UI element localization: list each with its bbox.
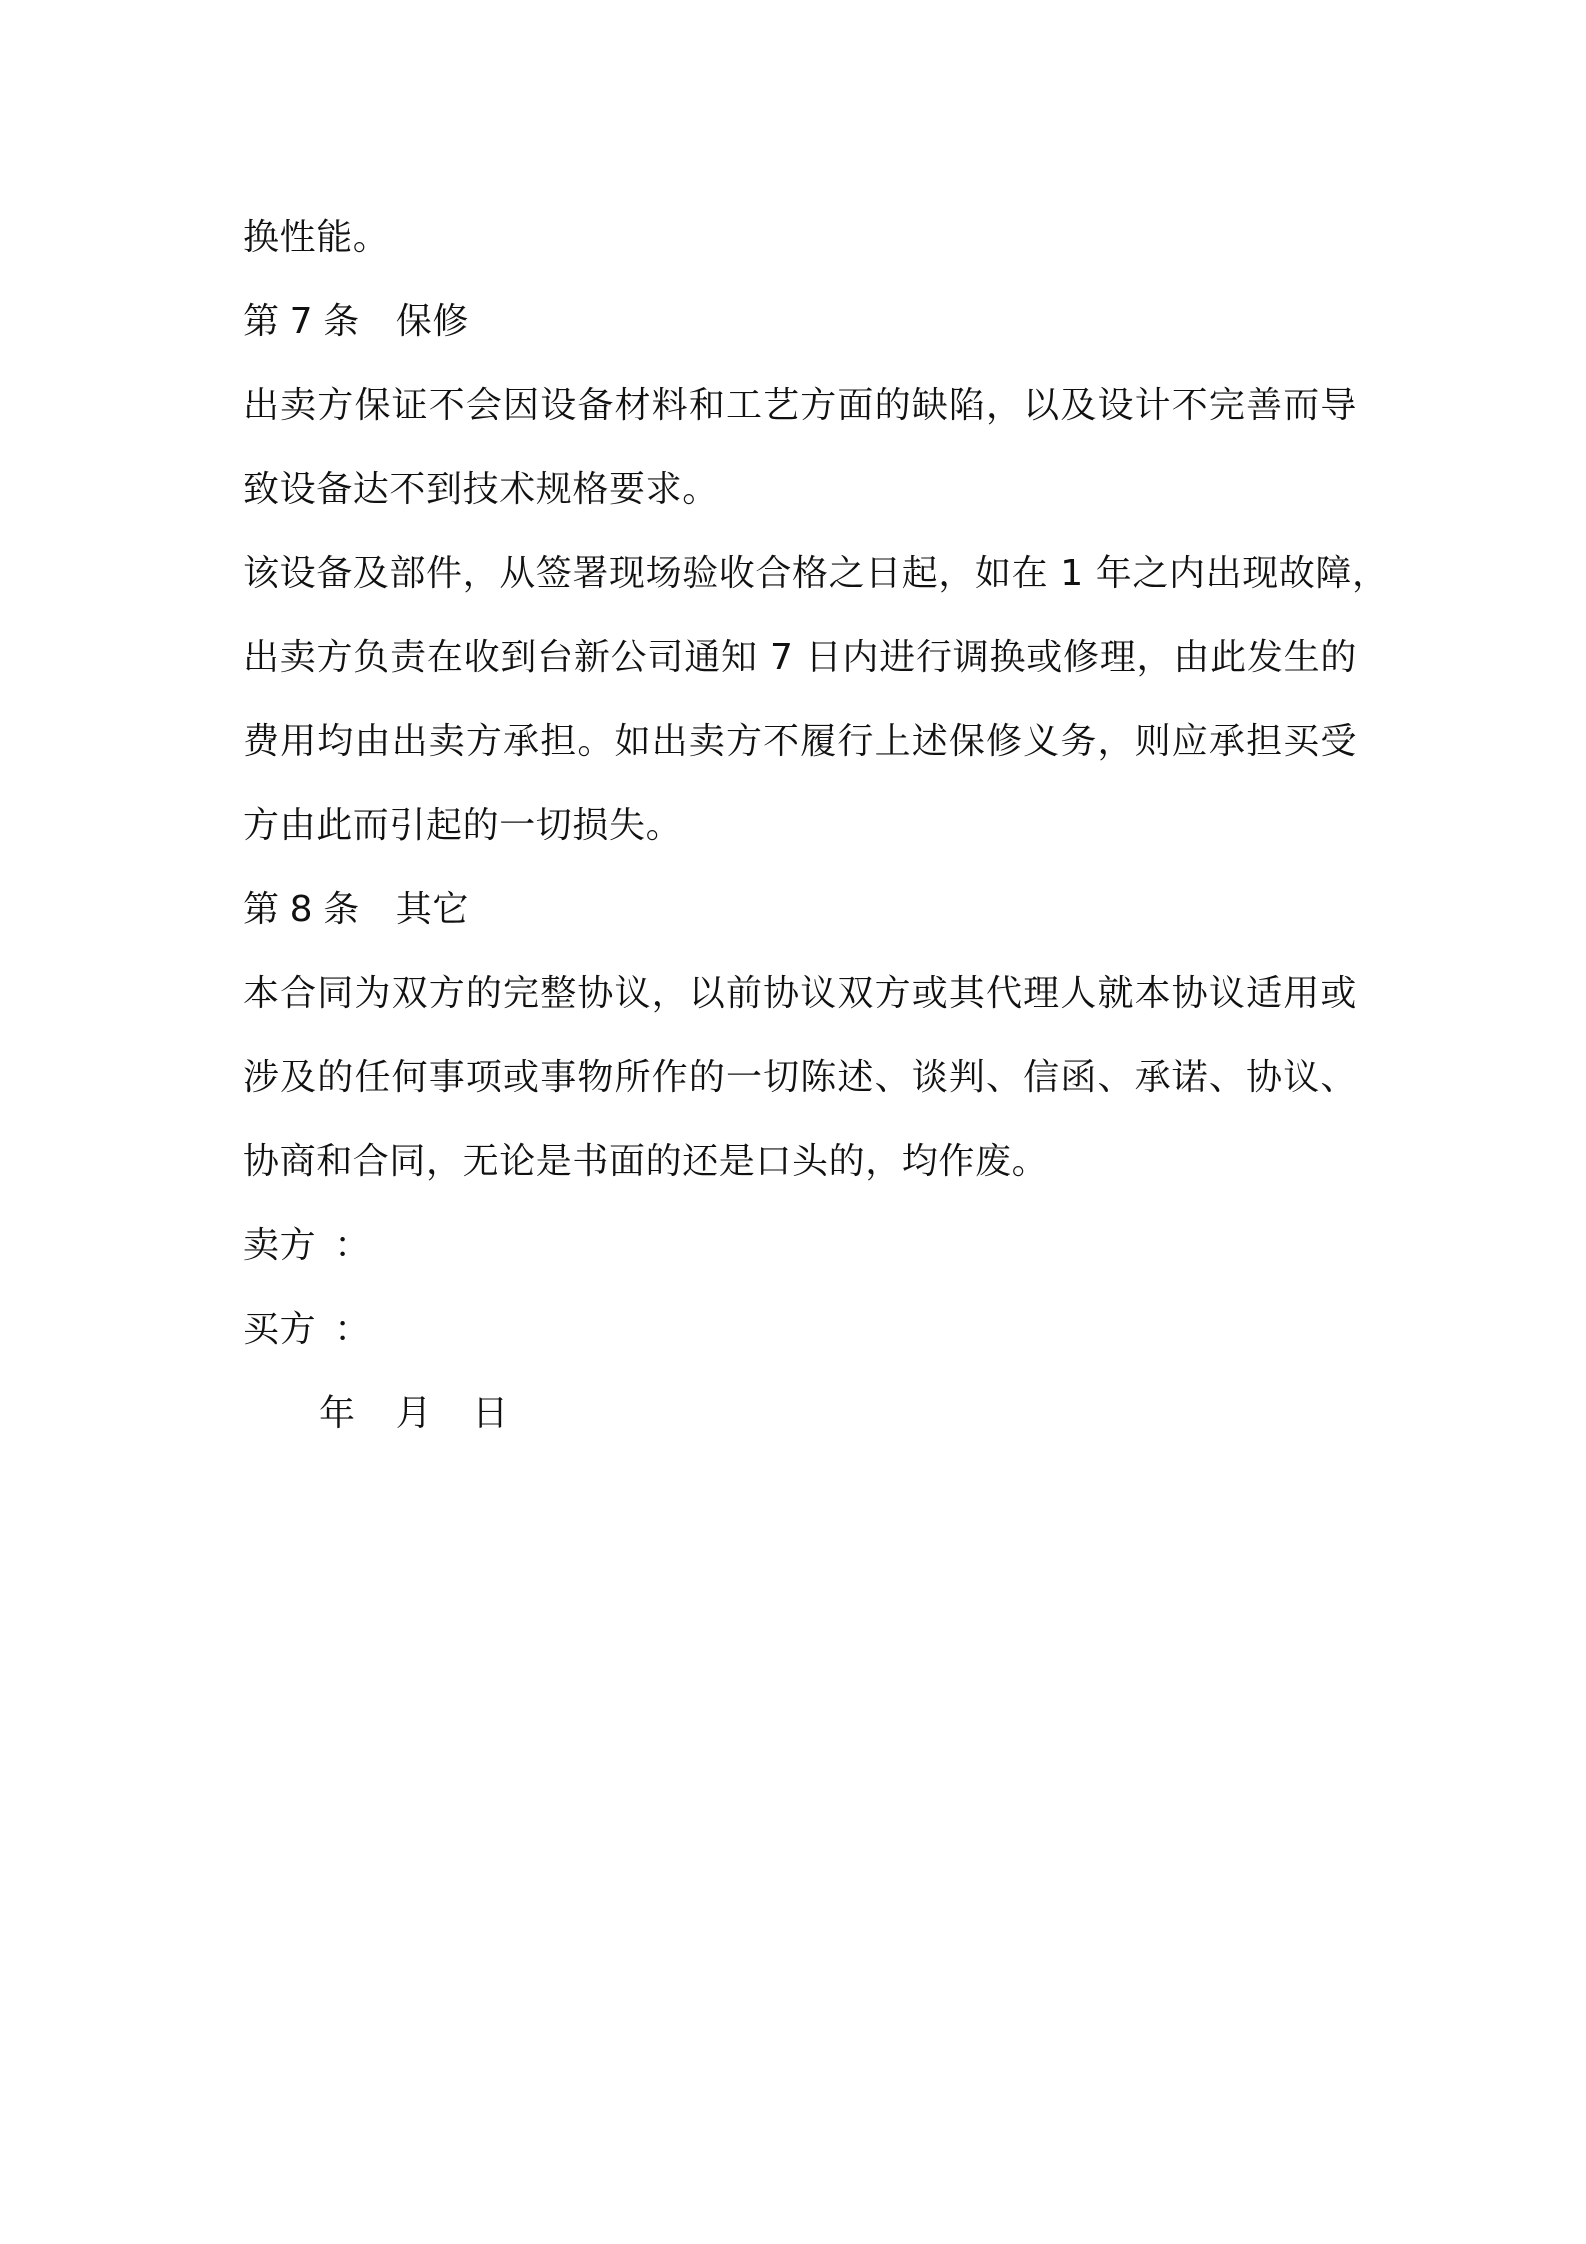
date-month: 月 <box>395 1393 433 1434</box>
seller-signature-line <box>243 1204 1363 1288</box>
paragraph-line: 出卖方负责在收到台新公司通知 7 日内进行调换或修理，由此发生的 <box>243 637 1357 678</box>
paragraph-line: 协商和合同，无论是书面的还是口头的，均作废。 <box>243 1141 1049 1182</box>
article-number: 7 <box>289 301 314 342</box>
article-title: 其它 <box>395 889 469 930</box>
buyer-signature-line <box>243 1288 1363 1372</box>
paragraph-line: 出卖方保证不会因设备材料和工艺方面的缺陷，以及设计不完善而导 <box>243 385 1357 426</box>
paragraph-line: 致设备达不到技术规格要求。 <box>243 469 719 510</box>
article-number: 8 <box>289 889 314 930</box>
date-line <box>243 1372 1363 1456</box>
paragraph-continuation: 换性能。 <box>243 217 390 258</box>
article-prefix: 第 <box>243 889 280 930</box>
article-title: 保修 <box>395 301 469 342</box>
seller-colon: ： <box>334 1225 371 1266</box>
paragraph-line: 本合同为双方的完整协议，以前协议双方或其代理人就本协议适用或 <box>243 973 1357 1014</box>
paragraph-line: 费用均由出卖方承担。如出卖方不履行上述保修义务，则应承担买受 <box>243 721 1357 762</box>
article-prefix: 第 <box>243 301 280 342</box>
paragraph-line: 涉及的任何事项或事物所作的一切陈述、谈判、信函、承诺、协议、 <box>243 1057 1357 1098</box>
article-suffix: 条 <box>323 889 360 930</box>
article-7-heading <box>243 280 1363 364</box>
date-day: 日 <box>472 1393 509 1434</box>
buyer-label: 买方 <box>243 1309 317 1350</box>
buyer-colon: ： <box>334 1309 371 1350</box>
article-suffix: 条 <box>323 301 360 342</box>
paragraph-line: 该设备及部件，从签署现场验收合格之日起，如在 1 年之内出现故障， <box>243 553 1389 594</box>
paragraph-line: 方由此而引起的一切损失。 <box>243 805 683 846</box>
date-year: 年 <box>319 1393 356 1434</box>
document-body <box>243 196 1389 1456</box>
seller-label: 卖方 <box>243 1225 317 1266</box>
article-8-heading <box>243 868 1363 952</box>
